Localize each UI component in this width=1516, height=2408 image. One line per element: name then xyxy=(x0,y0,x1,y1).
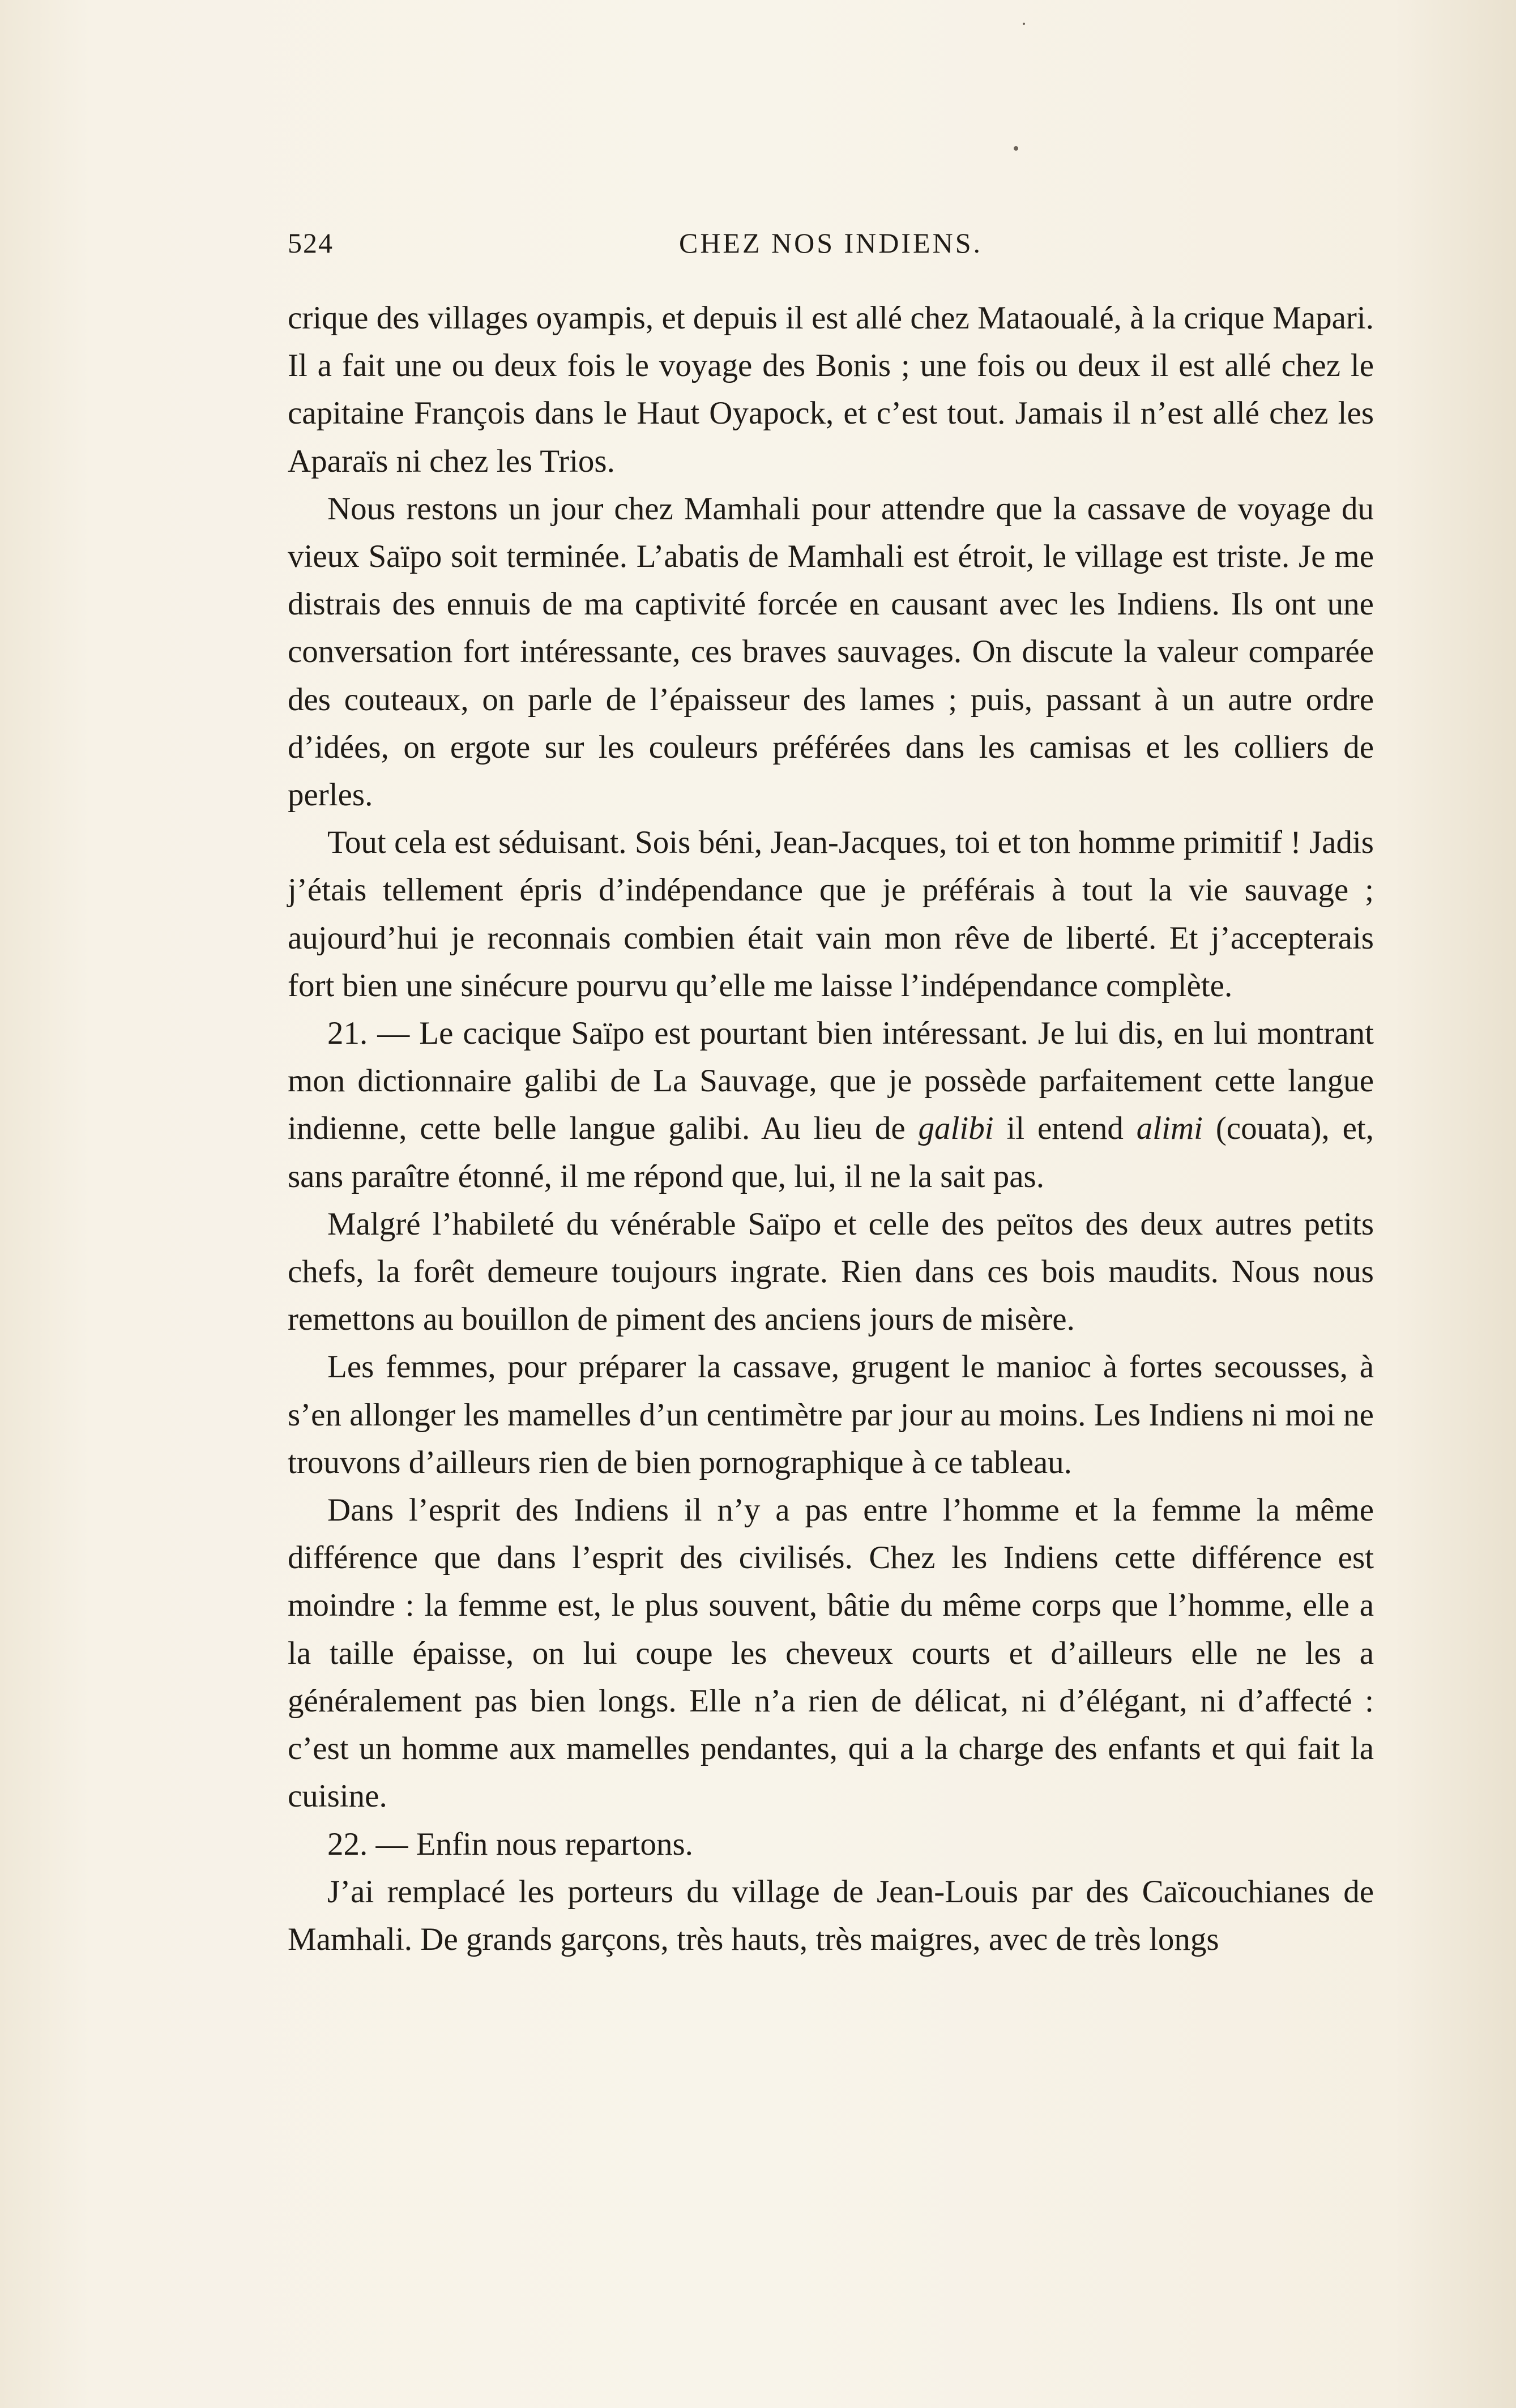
italic-word-galibi: galibi xyxy=(918,1111,994,1147)
paragraph-section-22: 22. — Enfin nous repartons. xyxy=(327,1826,693,1862)
paragraph: Les femmes, pour préparer la cassave, grugent le manioc à fortes secousses, à s’en allonger les mamelles d’un centimètre par jour au moins. Les Indiens ni moi ne trouvons d’ailleurs rien de bien pornographique à ce tableau. xyxy=(288,1349,1374,1480)
ink-speck xyxy=(1014,146,1018,151)
ink-speck xyxy=(1023,23,1025,25)
paragraph: Dans l’esprit des Indiens il n’y a pas entre l’homme et la femme la même différence que dans l’esprit des civilisés. Chez les Indiens cette différence est moindre : la femme est, le plus souvent, bâtie du même corps que l’homme, elle a la taille épaisse, on lui coupe les cheveux courts et d’ailleurs elle ne les a généralement pas bien longs. Elle n’a rien de délicat, ni d’élégant, ni d’affecté : c’est un homme aux mamelles pendantes, qui a la charge des enfants et qui fait la cuisine. xyxy=(288,1492,1374,1814)
paragraph: Malgré l’habileté du vénérable Saïpo et celle des peïtos des deux autres petits chefs, la forêt demeure toujours ingrate. Rien dans ces bois maudits. Nous nous remettons au bouillon de piment des anciens jours de misère. xyxy=(288,1206,1374,1338)
body-text xyxy=(288,294,1374,1963)
paragraph: Tout cela est séduisant. Sois béni, Jean-Jacques, toi et ton homme primitif ! Jadis j’étais tellement épris d’indépendance que je préférais à tout la vie sauvage ; aujourd’hui je reconnais combien était vain mon rêve de liberté. Et j’accepterais fort bien une sinécure pourvu qu’elle me laisse l’indépendance complète. xyxy=(288,825,1374,1004)
text-run: (couata), et, sans paraître étonné, il me répond que, lui, il ne la sait pas. xyxy=(288,1111,1374,1194)
paragraph-continuation: crique des villages oyampis, et depuis il est allé chez Mataoualé, à la crique Mapari. Il a fait une ou deux fois le voyage des Bonis ; une fois ou deux il est allé chez le capitaine François dans le Haut Oyapock, et c’est tout. Jamais il n’est allé chez les Aparaïs ni chez les Trios. xyxy=(288,300,1374,479)
page-header xyxy=(288,227,1374,272)
running-title: CHEZ NOS INDIENS. xyxy=(678,227,983,259)
italic-word-alimi: alimi xyxy=(1136,1111,1203,1147)
paragraph-section-21 xyxy=(288,1010,1374,1201)
paragraph: Nous restons un jour chez Mamhali pour attendre que la cassave de voyage du vieux Saïpo soit terminée. L’abatis de Mamhali est étroit, le village est triste. Je me distrais des ennuis de ma captivité forcée en causant avec les Indiens. Ils ont une conversation fort intéressante, ces braves sauvages. On discute la valeur comparée des couteaux, on parle de l’épaisseur des lames ; puis, passant à un autre ordre d’idées, on ergote sur les couleurs préférées dans les camisas et les colliers de perles. xyxy=(288,490,1374,813)
text-run: 21. — Le cacique Saïpo est pourtant bien intéressant. Je lui dis, en lui montrant mon dictionnaire galibi de La Sauvage, que je possède parfaitement cette langue indienne, cette belle langue galibi. Au lieu de xyxy=(288,1015,1374,1147)
text-run: il entend xyxy=(993,1111,1137,1147)
page-number: 524 xyxy=(288,227,334,259)
paragraph: J’ai remplacé les porteurs du village de Jean-Louis par des Caïcouchianes de Mamhali. De grands garçons, très hauts, très maigres, avec de très longs xyxy=(288,1873,1374,1957)
